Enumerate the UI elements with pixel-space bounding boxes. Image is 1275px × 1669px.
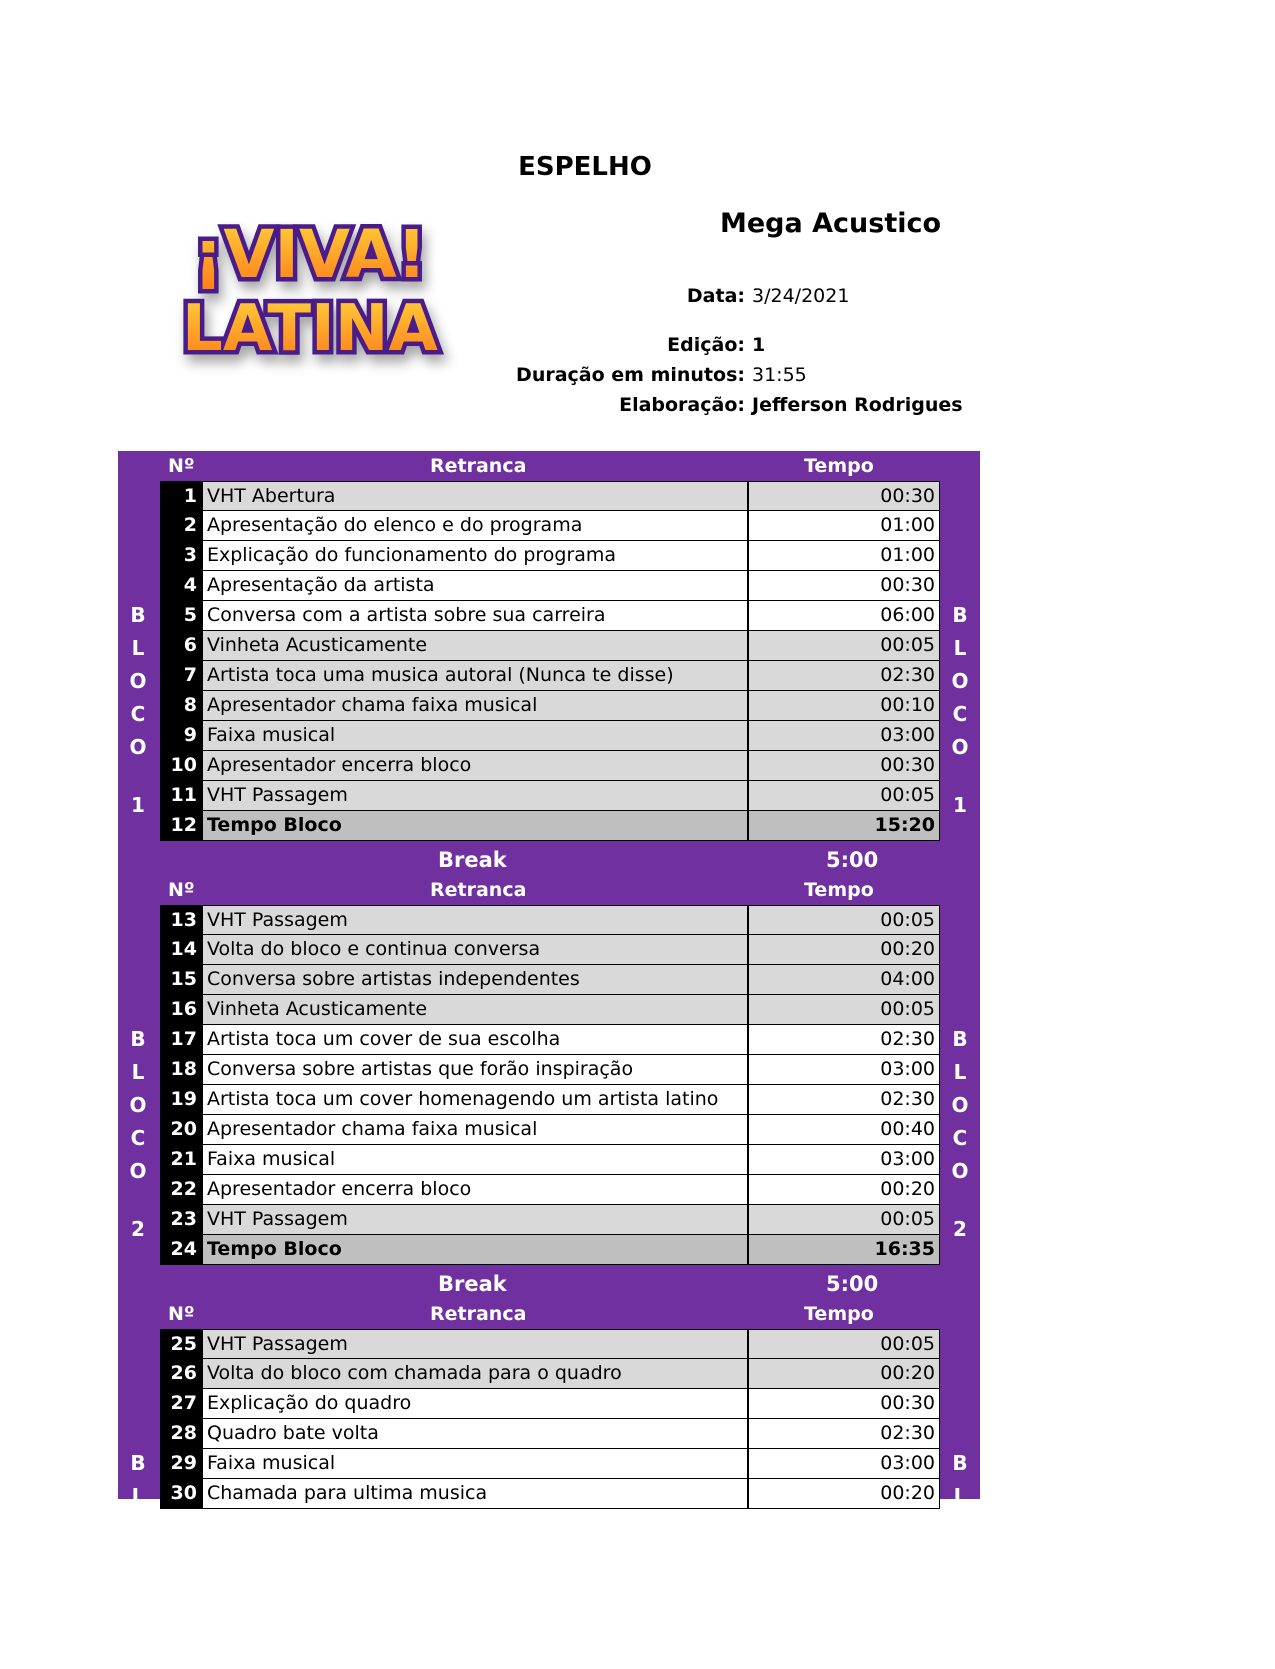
row-tempo: 00:05 bbox=[749, 781, 939, 810]
row-retranca: Apresentador encerra bloco bbox=[203, 1175, 749, 1204]
row-retranca: Volta do bloco com chamada para o quadro bbox=[203, 1359, 749, 1388]
page-title: ESPELHO bbox=[518, 152, 652, 182]
row-tempo: 02:30 bbox=[749, 1419, 939, 1448]
bloco-side-letter: L bbox=[131, 636, 145, 660]
row-retranca: Faixa musical bbox=[203, 1145, 749, 1174]
table-row bbox=[160, 1205, 940, 1235]
column-header-tempo: Tempo bbox=[804, 1303, 874, 1325]
row-tempo: 06:00 bbox=[749, 601, 939, 630]
table-row bbox=[160, 1329, 940, 1359]
row-tempo: 00:20 bbox=[749, 1175, 939, 1204]
bloco-side-letter: B bbox=[952, 1451, 968, 1475]
bloco-side-number: 3 bbox=[131, 1641, 145, 1665]
table-row bbox=[160, 1359, 940, 1389]
row-tempo: 03:00 bbox=[749, 1449, 939, 1478]
row-tempo: 00:05 bbox=[749, 995, 939, 1024]
table-row bbox=[160, 1389, 940, 1419]
row-retranca: Apresentação do elenco e do programa bbox=[203, 511, 749, 540]
row-number: 10 bbox=[161, 751, 203, 780]
row-retranca: Apresentador chama faixa musical bbox=[203, 691, 749, 720]
row-number: 26 bbox=[161, 1359, 203, 1388]
row-tempo: 00:10 bbox=[749, 691, 939, 720]
bloco-side-letter: C bbox=[130, 1126, 146, 1150]
row-retranca: Apresentador chama faixa musical bbox=[203, 1115, 749, 1144]
program-name: Mega Acustico bbox=[720, 208, 942, 239]
row-tempo: 00:05 bbox=[749, 1330, 939, 1358]
row-retranca: Volta do bloco e continua conversa bbox=[203, 935, 749, 964]
table-row bbox=[160, 571, 940, 601]
table-row bbox=[160, 905, 940, 935]
row-tempo: 02:30 bbox=[749, 661, 939, 690]
rundown-sheet bbox=[118, 451, 980, 1665]
column-header-retranca: Retranca bbox=[430, 455, 527, 477]
row-number: 7 bbox=[161, 661, 203, 690]
row-number: 20 bbox=[161, 1115, 203, 1144]
row-retranca: VHT Passagem bbox=[203, 781, 749, 810]
column-header-retranca: Retranca bbox=[430, 1303, 527, 1325]
row-tempo: 00:05 bbox=[749, 631, 939, 660]
row-retranca: VHT Passagem bbox=[203, 1330, 749, 1358]
break-label: Break bbox=[438, 1272, 507, 1296]
bloco-side-letter: B bbox=[130, 1451, 146, 1475]
bloco-side-letter: O bbox=[129, 669, 147, 693]
row-retranca: Tempo Bloco bbox=[203, 1235, 749, 1264]
bloco-side-number: 2 bbox=[953, 1217, 967, 1241]
table-row bbox=[160, 1115, 940, 1145]
row-tempo: 00:20 bbox=[749, 1359, 939, 1388]
bloco-side-letter: L bbox=[953, 636, 967, 660]
row-number: 11 bbox=[161, 781, 203, 810]
row-retranca: Quadro bate volta bbox=[203, 1419, 749, 1448]
bloco-side-letter: O bbox=[129, 1517, 147, 1541]
table-row bbox=[160, 481, 940, 511]
bloco-side-letter: C bbox=[130, 1550, 146, 1574]
row-tempo: 00:20 bbox=[749, 935, 939, 964]
row-number: 12 bbox=[161, 811, 203, 840]
row-number: 21 bbox=[161, 1145, 203, 1174]
bloco-side-letter: L bbox=[953, 1484, 967, 1508]
bloco-side-letter: C bbox=[952, 702, 968, 726]
bloco-side-letter: O bbox=[129, 735, 147, 759]
bloco-side-letter: C bbox=[952, 1550, 968, 1574]
row-retranca: Conversa sobre artistas independentes bbox=[203, 965, 749, 994]
row-tempo: 02:30 bbox=[749, 1025, 939, 1054]
table-row bbox=[160, 661, 940, 691]
row-tempo: 15:20 bbox=[749, 811, 939, 840]
column-header-retranca: Retranca bbox=[430, 879, 527, 901]
row-number: 24 bbox=[161, 1235, 203, 1264]
bloco-side-number: 1 bbox=[131, 793, 145, 817]
block-table-1 bbox=[160, 481, 940, 841]
row-number: 17 bbox=[161, 1025, 203, 1054]
row-retranca: Conversa com a artista sobre sua carreira bbox=[203, 601, 749, 630]
table-row bbox=[160, 631, 940, 661]
row-number: 4 bbox=[161, 571, 203, 600]
row-retranca: Explicação do quadro bbox=[203, 1389, 749, 1418]
row-retranca: VHT Passagem bbox=[203, 1205, 749, 1234]
bloco-side-letter: L bbox=[131, 1060, 145, 1084]
bloco-side-letter: O bbox=[951, 669, 969, 693]
row-retranca: Artista toca uma musica autoral (Nunca te disse) bbox=[203, 661, 749, 690]
row-retranca: Chamada para ultima musica bbox=[203, 1479, 749, 1508]
row-tempo: 00:30 bbox=[749, 1389, 939, 1418]
table-row bbox=[160, 1419, 940, 1449]
row-number: 15 bbox=[161, 965, 203, 994]
table-row bbox=[160, 1449, 940, 1479]
table-row bbox=[160, 601, 940, 631]
table-row bbox=[160, 1235, 940, 1265]
row-tempo: 03:00 bbox=[749, 1145, 939, 1174]
table-row bbox=[160, 1085, 940, 1115]
row-retranca: VHT Abertura bbox=[203, 482, 749, 510]
row-tempo: 01:00 bbox=[749, 511, 939, 540]
row-tempo: 01:00 bbox=[749, 541, 939, 570]
row-number: 14 bbox=[161, 935, 203, 964]
row-number: 23 bbox=[161, 1205, 203, 1234]
bloco-side-letter: O bbox=[951, 1093, 969, 1117]
table-row bbox=[160, 721, 940, 751]
column-header-tempo: Tempo bbox=[804, 879, 874, 901]
bloco-side-letter: L bbox=[131, 1484, 145, 1508]
bloco-side-number: 3 bbox=[953, 1641, 967, 1665]
row-retranca: Faixa musical bbox=[203, 1449, 749, 1478]
row-tempo: 00:05 bbox=[749, 1205, 939, 1234]
row-retranca: Faixa musical bbox=[203, 721, 749, 750]
table-row bbox=[160, 935, 940, 965]
row-number: 3 bbox=[161, 541, 203, 570]
row-number: 30 bbox=[161, 1479, 203, 1508]
row-number: 28 bbox=[161, 1419, 203, 1448]
row-tempo: 02:30 bbox=[749, 1085, 939, 1114]
break-label: Break bbox=[438, 848, 507, 872]
block-table-3 bbox=[160, 1329, 940, 1509]
row-retranca: Apresentação da artista bbox=[203, 571, 749, 600]
row-number: 22 bbox=[161, 1175, 203, 1204]
bloco-side-letter: O bbox=[951, 1517, 969, 1541]
table-row bbox=[160, 995, 940, 1025]
row-number: 25 bbox=[161, 1330, 203, 1358]
bloco-side-letter: L bbox=[953, 1060, 967, 1084]
row-retranca: Artista toca um cover de sua escolha bbox=[203, 1025, 749, 1054]
bloco-side-letter: O bbox=[129, 1159, 147, 1183]
duracao-value: 31:55 bbox=[752, 364, 807, 386]
bloco-side-letter: C bbox=[130, 702, 146, 726]
row-tempo: 00:20 bbox=[749, 1479, 939, 1508]
row-tempo: 00:40 bbox=[749, 1115, 939, 1144]
row-retranca: Explicação do funcionamento do programa bbox=[203, 541, 749, 570]
row-number: 8 bbox=[161, 691, 203, 720]
row-retranca: Tempo Bloco bbox=[203, 811, 749, 840]
bloco-side-number: 2 bbox=[131, 1217, 145, 1241]
edicao-value: 1 bbox=[752, 334, 766, 356]
row-retranca: Artista toca um cover homenagendo um artista latino bbox=[203, 1085, 749, 1114]
row-tempo: 04:00 bbox=[749, 965, 939, 994]
bloco-side-letter: O bbox=[951, 735, 969, 759]
column-header-num: Nº bbox=[168, 1303, 195, 1325]
row-number: 18 bbox=[161, 1055, 203, 1084]
table-row bbox=[160, 811, 940, 841]
bloco-side-letter: B bbox=[952, 1027, 968, 1051]
row-number: 9 bbox=[161, 721, 203, 750]
table-row bbox=[160, 541, 940, 571]
row-number: 6 bbox=[161, 631, 203, 660]
block-table-2 bbox=[160, 905, 940, 1265]
table-row bbox=[160, 1175, 940, 1205]
elaboracao-value: Jefferson Rodrigues bbox=[752, 394, 963, 416]
row-retranca: Apresentador encerra bloco bbox=[203, 751, 749, 780]
row-number: 19 bbox=[161, 1085, 203, 1114]
row-number: 5 bbox=[161, 601, 203, 630]
row-tempo: 00:30 bbox=[749, 571, 939, 600]
row-retranca: VHT Passagem bbox=[203, 906, 749, 934]
row-retranca: Vinheta Acusticamente bbox=[203, 995, 749, 1024]
column-header-num: Nº bbox=[168, 455, 195, 477]
row-tempo: 00:30 bbox=[749, 482, 939, 510]
data-label: Data: bbox=[686, 285, 745, 307]
row-tempo: 00:30 bbox=[749, 751, 939, 780]
row-tempo: 16:35 bbox=[749, 1235, 939, 1264]
row-tempo: 03:00 bbox=[749, 721, 939, 750]
bloco-side-letter: B bbox=[130, 603, 146, 627]
row-tempo: 00:05 bbox=[749, 906, 939, 934]
row-number: 2 bbox=[161, 511, 203, 540]
edicao-label: Edição: bbox=[667, 334, 745, 356]
row-number: 1 bbox=[161, 482, 203, 510]
bloco-side-letter: O bbox=[951, 1583, 969, 1607]
duracao-label: Duração em minutos: bbox=[516, 364, 745, 386]
row-number: 27 bbox=[161, 1389, 203, 1418]
row-number: 16 bbox=[161, 995, 203, 1024]
column-header-num: Nº bbox=[168, 879, 195, 901]
table-row bbox=[160, 1055, 940, 1085]
bloco-side-letter: C bbox=[952, 1126, 968, 1150]
bloco-side-letter: B bbox=[130, 1027, 146, 1051]
table-row bbox=[160, 511, 940, 541]
svg-text:¡VIVA!: ¡VIVA! bbox=[193, 216, 427, 293]
table-row bbox=[160, 1145, 940, 1175]
row-tempo: 03:00 bbox=[749, 1055, 939, 1084]
table-row bbox=[160, 691, 940, 721]
break-time: 5:00 bbox=[826, 1272, 879, 1296]
svg-text:LATINA: LATINA bbox=[182, 292, 438, 366]
bloco-side-letter: O bbox=[951, 1159, 969, 1183]
bloco-side-letter: O bbox=[129, 1583, 147, 1607]
elaboracao-label: Elaboração: bbox=[619, 394, 745, 416]
bloco-side-letter: B bbox=[952, 603, 968, 627]
row-number: 13 bbox=[161, 906, 203, 934]
break-time: 5:00 bbox=[826, 848, 879, 872]
table-row bbox=[160, 1025, 940, 1055]
row-number: 29 bbox=[161, 1449, 203, 1478]
row-retranca: Conversa sobre artistas que forão inspiração bbox=[203, 1055, 749, 1084]
bloco-side-number: 1 bbox=[953, 793, 967, 817]
table-row bbox=[160, 965, 940, 995]
row-retranca: Vinheta Acusticamente bbox=[203, 631, 749, 660]
bloco-side-letter: O bbox=[129, 1093, 147, 1117]
table-row bbox=[160, 751, 940, 781]
table-row bbox=[160, 1479, 940, 1509]
data-value: 3/24/2021 bbox=[752, 285, 850, 307]
table-row bbox=[160, 781, 940, 811]
column-header-tempo: Tempo bbox=[804, 455, 874, 477]
